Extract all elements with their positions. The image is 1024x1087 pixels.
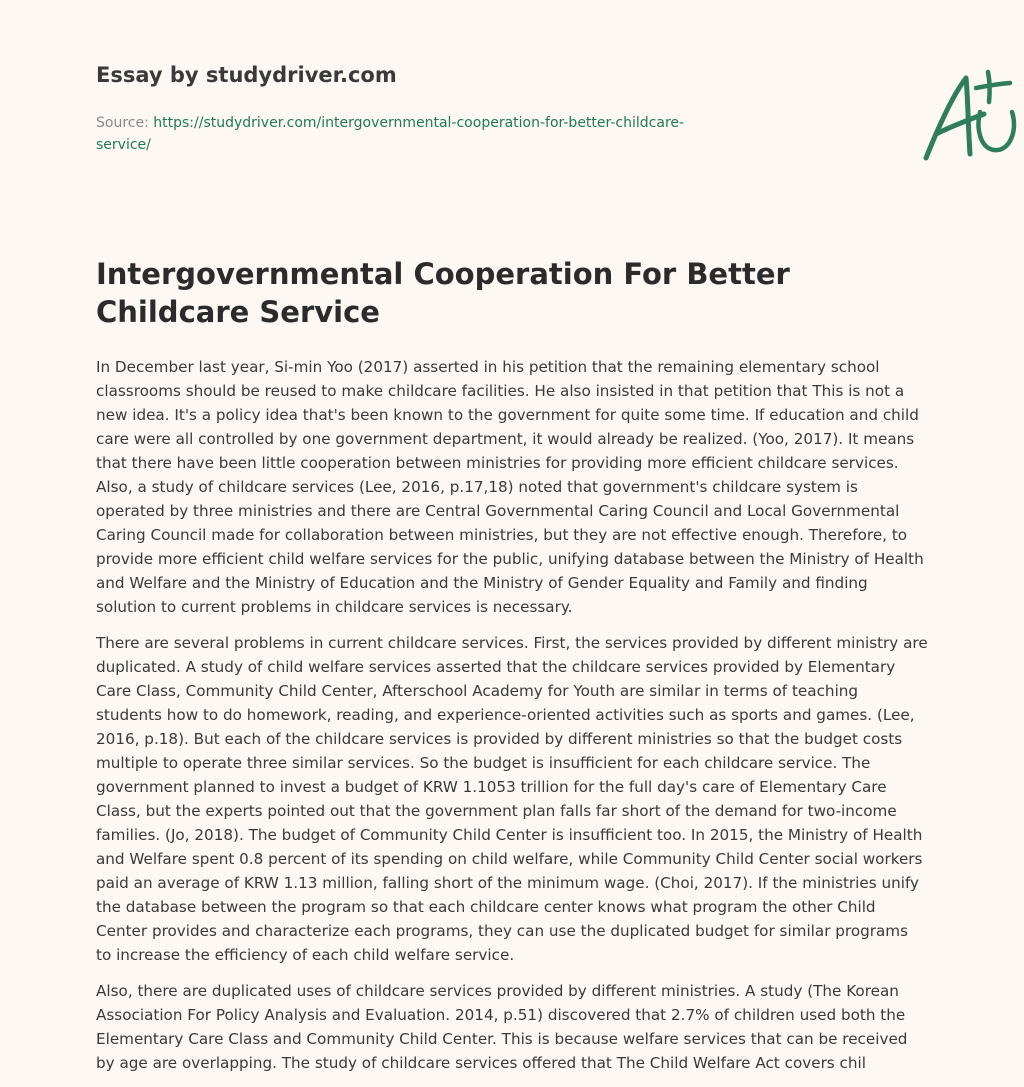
article-title: Intergovernmental Cooperation For Better Childcare Service	[96, 257, 790, 329]
source-link[interactable]: https://studydriver.com/intergovernmental-cooperation-for-better-childcare-service/	[96, 115, 685, 153]
brand-title: Essay by studydriver.com	[96, 63, 397, 87]
article-paragraph: Also, there are duplicated uses of childcare services provided by different ministries. A study (The Korean Association For Policy Analysis and Evaluation. 2014, p.51) discovered that 2.7% of children used both the Elementary Care Class and Community Child Center. This is because welfare services that can be received by age are overlapping. The study of childcare services offered that The Child Welfare Act covers chil	[96, 982, 908, 1072]
article-paragraph: There are several problems in current childcare services. First, the services provided by different ministry are duplicated. A study of child welfare services asserted that the childcare services provided by Elementary Care Class, Community Child Center, Afterschool Academy for Youth are similar in terms of teaching students how to do homework, reading, and experience-oriented activities such as sports and games. (Lee, 2016, p.18). But each of the childcare services is provided by different ministries so that the budget costs multiple to operate three similar services. So the budget is insufficient for each childcare service. The government planned to invest a budget of KRW 1.1053 trillion for the full day's care of Elementary Care Class, but the experts pointed out that the government plan falls far short of the demand for two-income families. (Jo, 2018). The budget of Community Child Center is insufficient too. In 2015, the Ministry of Health and Welfare spent 0.8 percent of its spending on child welfare, while Community Child Center social workers paid an average of KRW 1.13 million, falling short of the minimum wage. (Choi, 2017). If the ministries unify the database between the program so that each childcare center knows what program the other Child Center provides and characterize each programs, they can use the duplicated budget for similar programs to increase the efficiency of each child welfare service.	[96, 634, 928, 964]
a-plus-logo-icon	[918, 68, 1022, 164]
source-label: Source:	[96, 115, 149, 131]
source-line	[96, 112, 736, 156]
article-body	[96, 355, 928, 1087]
article-paragraph: In December last year, Si-min Yoo (2017) asserted in his petition that the remaining elementary school classrooms should be reused to make childcare facilities. He also insisted in that petition that This is not a new idea. It's a policy idea that's been known to the government for quite some time. If education and child care were all controlled by one government department, it would already be realized. (Yoo, 2017). It means that there have been little cooperation between ministries for providing more efficient childcare services. Also, a study of childcare services (Lee, 2016, p.17,18) noted that government's childcare system is operated by three ministries and there are Central Governmental Caring Council and Local Governmental Caring Council made for collaboration between ministries, but they are not effective enough. Therefore, to provide more efficient child welfare services for the public, unifying database between the Ministry of Health and Welfare and the Ministry of Education and the Ministry of Gender Equality and Family and finding solution to current problems in childcare services is necessary.	[96, 358, 924, 616]
